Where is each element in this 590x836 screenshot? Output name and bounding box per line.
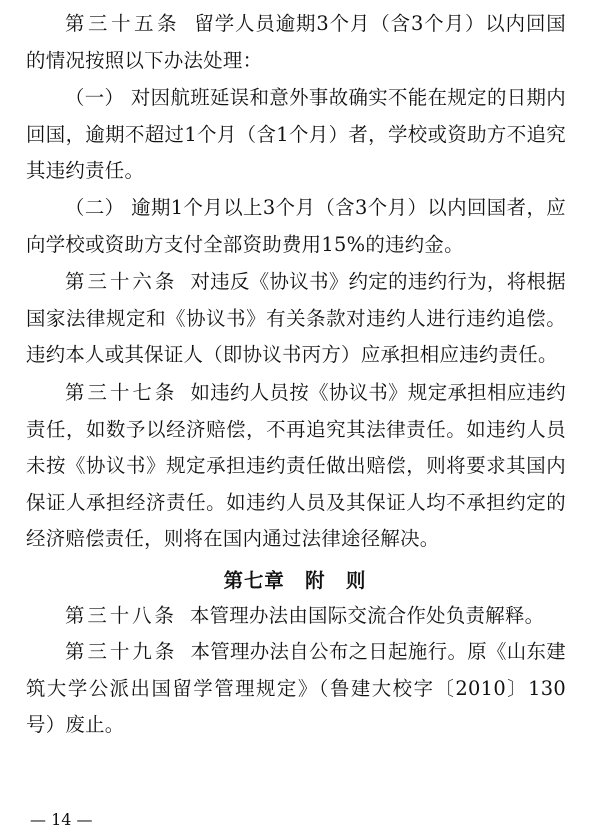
article-39-label: 第三十九条 [65,640,178,663]
article-37-label: 第三十七条 [65,381,178,404]
article-37-paragraph [26,375,566,558]
article-35-text: 留学人员逾期3个月（含3个月）以内回国的情况按照以下办法处理： [26,12,566,72]
article-36-text: 对违反《协议书》约定的违约行为，将根据国家法律规定和《协议书》有关条款对违约人进行违约追偿。违约本人或其保证人（即协议书丙方）应承担相应违约责任。 [26,270,567,367]
clause-1-text: （一） 对因航班延误和意外事故确实不能在规定的日期内回国，逾期不超过1个月（含1个月）者，学校或资助方不追究其违约责任。 [26,86,566,183]
article-39-text: 本管理办法自公布之日起施行。原《山东建筑大学公派出国留学管理规定》（鲁建大校字〔2010〕130号）废止。 [26,640,567,737]
article-37-text: 如违约人员按《协议书》规定承担相应违约责任，如数予以经济赔偿，不再追究其法律责任。如违约人员未按《协议书》规定承担违约责任做出赔偿，则将要求其国内保证人承担经济责任。如违约人员及其保证人均不承担约定的经济赔偿责任，则将在国内通过法律途径解决。 [26,381,567,551]
article-38-label: 第三十八条 [65,604,177,627]
page-number: — 14 — [30,810,93,829]
article-35-label: 第三十五条 [65,12,181,35]
clause-2-text: （二） 逾期1个月以上3个月（含3个月）以内回国者，应向学校或资助方支付全部资助费用15%的违约金。 [26,196,566,256]
article-36-label: 第三十六条 [65,270,178,293]
article-36-paragraph [26,264,566,374]
clause-2-paragraph [26,190,566,263]
article-39-paragraph [26,634,566,744]
article-35-paragraph [26,6,566,79]
clause-1-paragraph [26,80,566,190]
chapter-title: 第七章 附 则 [223,569,367,592]
article-38-paragraph [26,598,566,635]
article-38-text: 本管理办法由国际交流合作处负责解释。 [189,604,545,627]
